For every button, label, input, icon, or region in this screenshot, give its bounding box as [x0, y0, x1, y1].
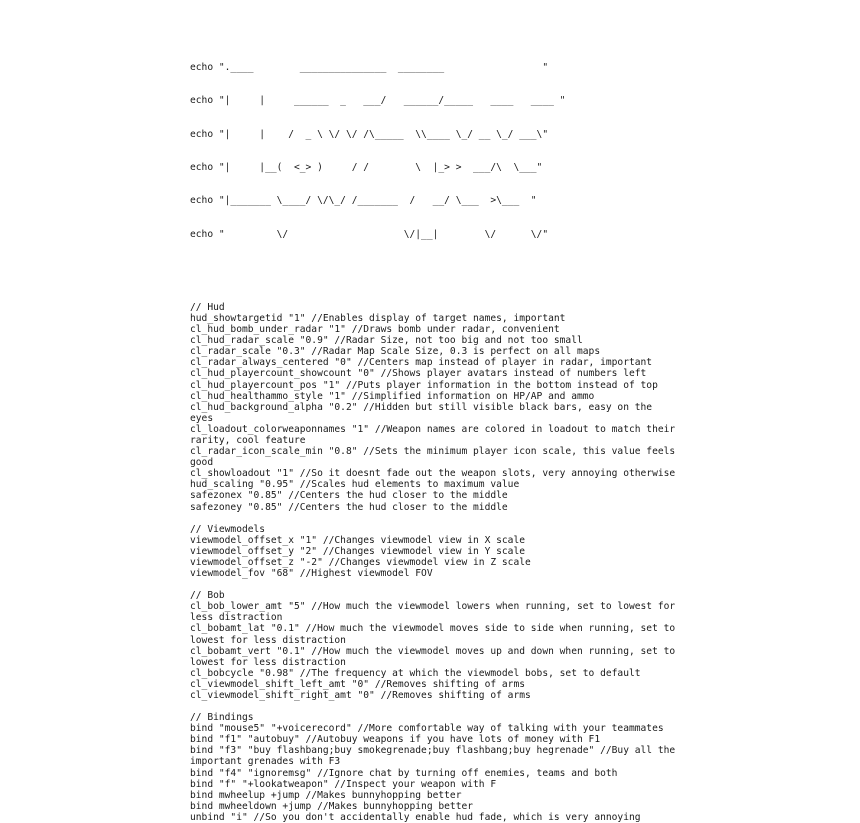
config-document	[190, 40, 680, 823]
config-line: cl_hud_background_alpha "0.2" //Hidden but still visible black bars, easy on the eyes	[190, 401, 658, 424]
config-line: cl_hud_healthammo_style "1" //Simplified information on HP/AP and ammo	[190, 390, 595, 402]
config-line: viewmodel_offset_z "-2" //Changes viewmodel view in Z scale	[190, 556, 531, 568]
config-line: bind mwheeldown +jump //Makes bunnyhopping better	[190, 800, 474, 812]
section-bindings	[190, 712, 680, 823]
ascii-banner	[190, 40, 680, 262]
config-line: cl_bobamt_vert "0.1" //How much the viewmodel moves up and down when running, set to lowest for less distraction	[190, 645, 681, 668]
config-line: viewmodel_fov "68" //Highest viewmodel FOV	[190, 568, 433, 580]
section-header: // Hud	[190, 301, 225, 313]
banner-line: echo " \/ \/|__| \/ \/"	[190, 228, 549, 240]
config-line: cl_bob_lower_amt "5" //How much the viewmodel lowers when running, set to lowest for less distraction	[190, 601, 681, 624]
config-line: cl_viewmodel_shift_left_amt "0" //Removes shifting of arms	[190, 678, 526, 690]
config-line: bind "f4" "ignoremsg" //Ignore chat by turning off enemies, teams and both	[190, 767, 618, 779]
config-line: cl_radar_scale "0.3" //Radar Map Scale Size, 0.3 is perfect on all maps	[190, 346, 601, 358]
config-line: cl_hud_playercount_pos "1" //Puts player information in the bottom instead of top	[190, 379, 658, 391]
config-line: cl_bobcycle "0.98" //The frequency at which the viewmodel bobs, set to default	[190, 667, 641, 679]
config-line: cl_bobamt_lat "0.1" //How much the viewmodel moves side to side when running, set to lowest for less distraction	[190, 623, 681, 646]
config-line: viewmodel_offset_x "1" //Changes viewmodel view in X scale	[190, 534, 526, 546]
config-line: cl_showloadout "1" //So it doesnt fade out the weapon slots, very annoying otherwise	[190, 468, 676, 480]
config-line: cl_hud_radar_scale "0.9" //Radar Size, not too big and not too small	[190, 335, 583, 347]
config-line: safezoney "0.85" //Centers the hud closer to the middle	[190, 501, 508, 513]
config-line: hud_scaling "0.95" //Scales hud elements to maximum value	[190, 479, 520, 491]
section-viewmodels	[190, 524, 680, 579]
config-line: bind "f3" "buy flashbang;buy smokegrenade;buy flashbang;buy hegrenade" //Buy all the important grenades with F3	[190, 745, 681, 768]
config-line: cl_loadout_colorweaponnames "1" //Weapon names are colored in loadout to match their rarity, cool feature	[190, 423, 681, 446]
config-line: bind "f1" "autobuy" //Autobuy weapons if you have lots of money with F1	[190, 734, 601, 746]
config-line: unbind "i" //So you don't accidentally enable hud fade, which is very annoying	[190, 811, 641, 823]
config-line: viewmodel_offset_y "2" //Changes viewmodel view in Y scale	[190, 545, 526, 557]
banner-line: echo ".____ _______________ ________ "	[190, 62, 549, 74]
section-header: // Viewmodels	[190, 523, 266, 535]
config-line: cl_radar_always_centered "0" //Centers map instead of player in radar, important	[190, 357, 653, 369]
config-line: bind mwheelup +jump //Makes bunnyhopping better	[190, 789, 462, 801]
config-line: hud_showtargetid "1" //Enables display of target names, important	[190, 312, 566, 324]
banner-line: echo "| | ______ _ ___/ ______/_____ ____ ____ "	[190, 95, 566, 107]
section-bob	[190, 590, 680, 701]
config-line: bind "f" "+lookatweapon" //Inspect your weapon with F	[190, 778, 497, 790]
config-line: bind "mouse5" "+voicerecord" //More comfortable way of talking with your teammates	[190, 723, 664, 735]
banner-line: echo "| | / _ \ \/ \/ /\_____ \\____ \_/ __ \_/ ___\"	[190, 128, 549, 140]
section-header: // Bindings	[190, 712, 254, 724]
config-line: cl_viewmodel_shift_right_amt "0" //Removes shifting of arms	[190, 689, 531, 701]
config-line: safezonex "0.85" //Centers the hud closer to the middle	[190, 490, 508, 502]
config-line: cl_radar_icon_scale_min "0.8" //Sets the minimum player icon scale, this value feels good	[190, 446, 681, 469]
config-line: cl_hud_bomb_under_radar "1" //Draws bomb under radar, convenient	[190, 324, 560, 336]
section-hud	[190, 302, 680, 513]
banner-line: echo "|_______ \____/ \/\_/ /_______ / __/ \___ >\___ "	[190, 195, 537, 207]
banner-line: echo "| |__( <_> ) / / \ |_> > ___/\ \___"	[190, 162, 543, 174]
config-line: cl_hud_playercount_showcount "0" //Shows player avatars instead of numbers left	[190, 368, 647, 380]
section-header: // Bob	[190, 590, 225, 602]
